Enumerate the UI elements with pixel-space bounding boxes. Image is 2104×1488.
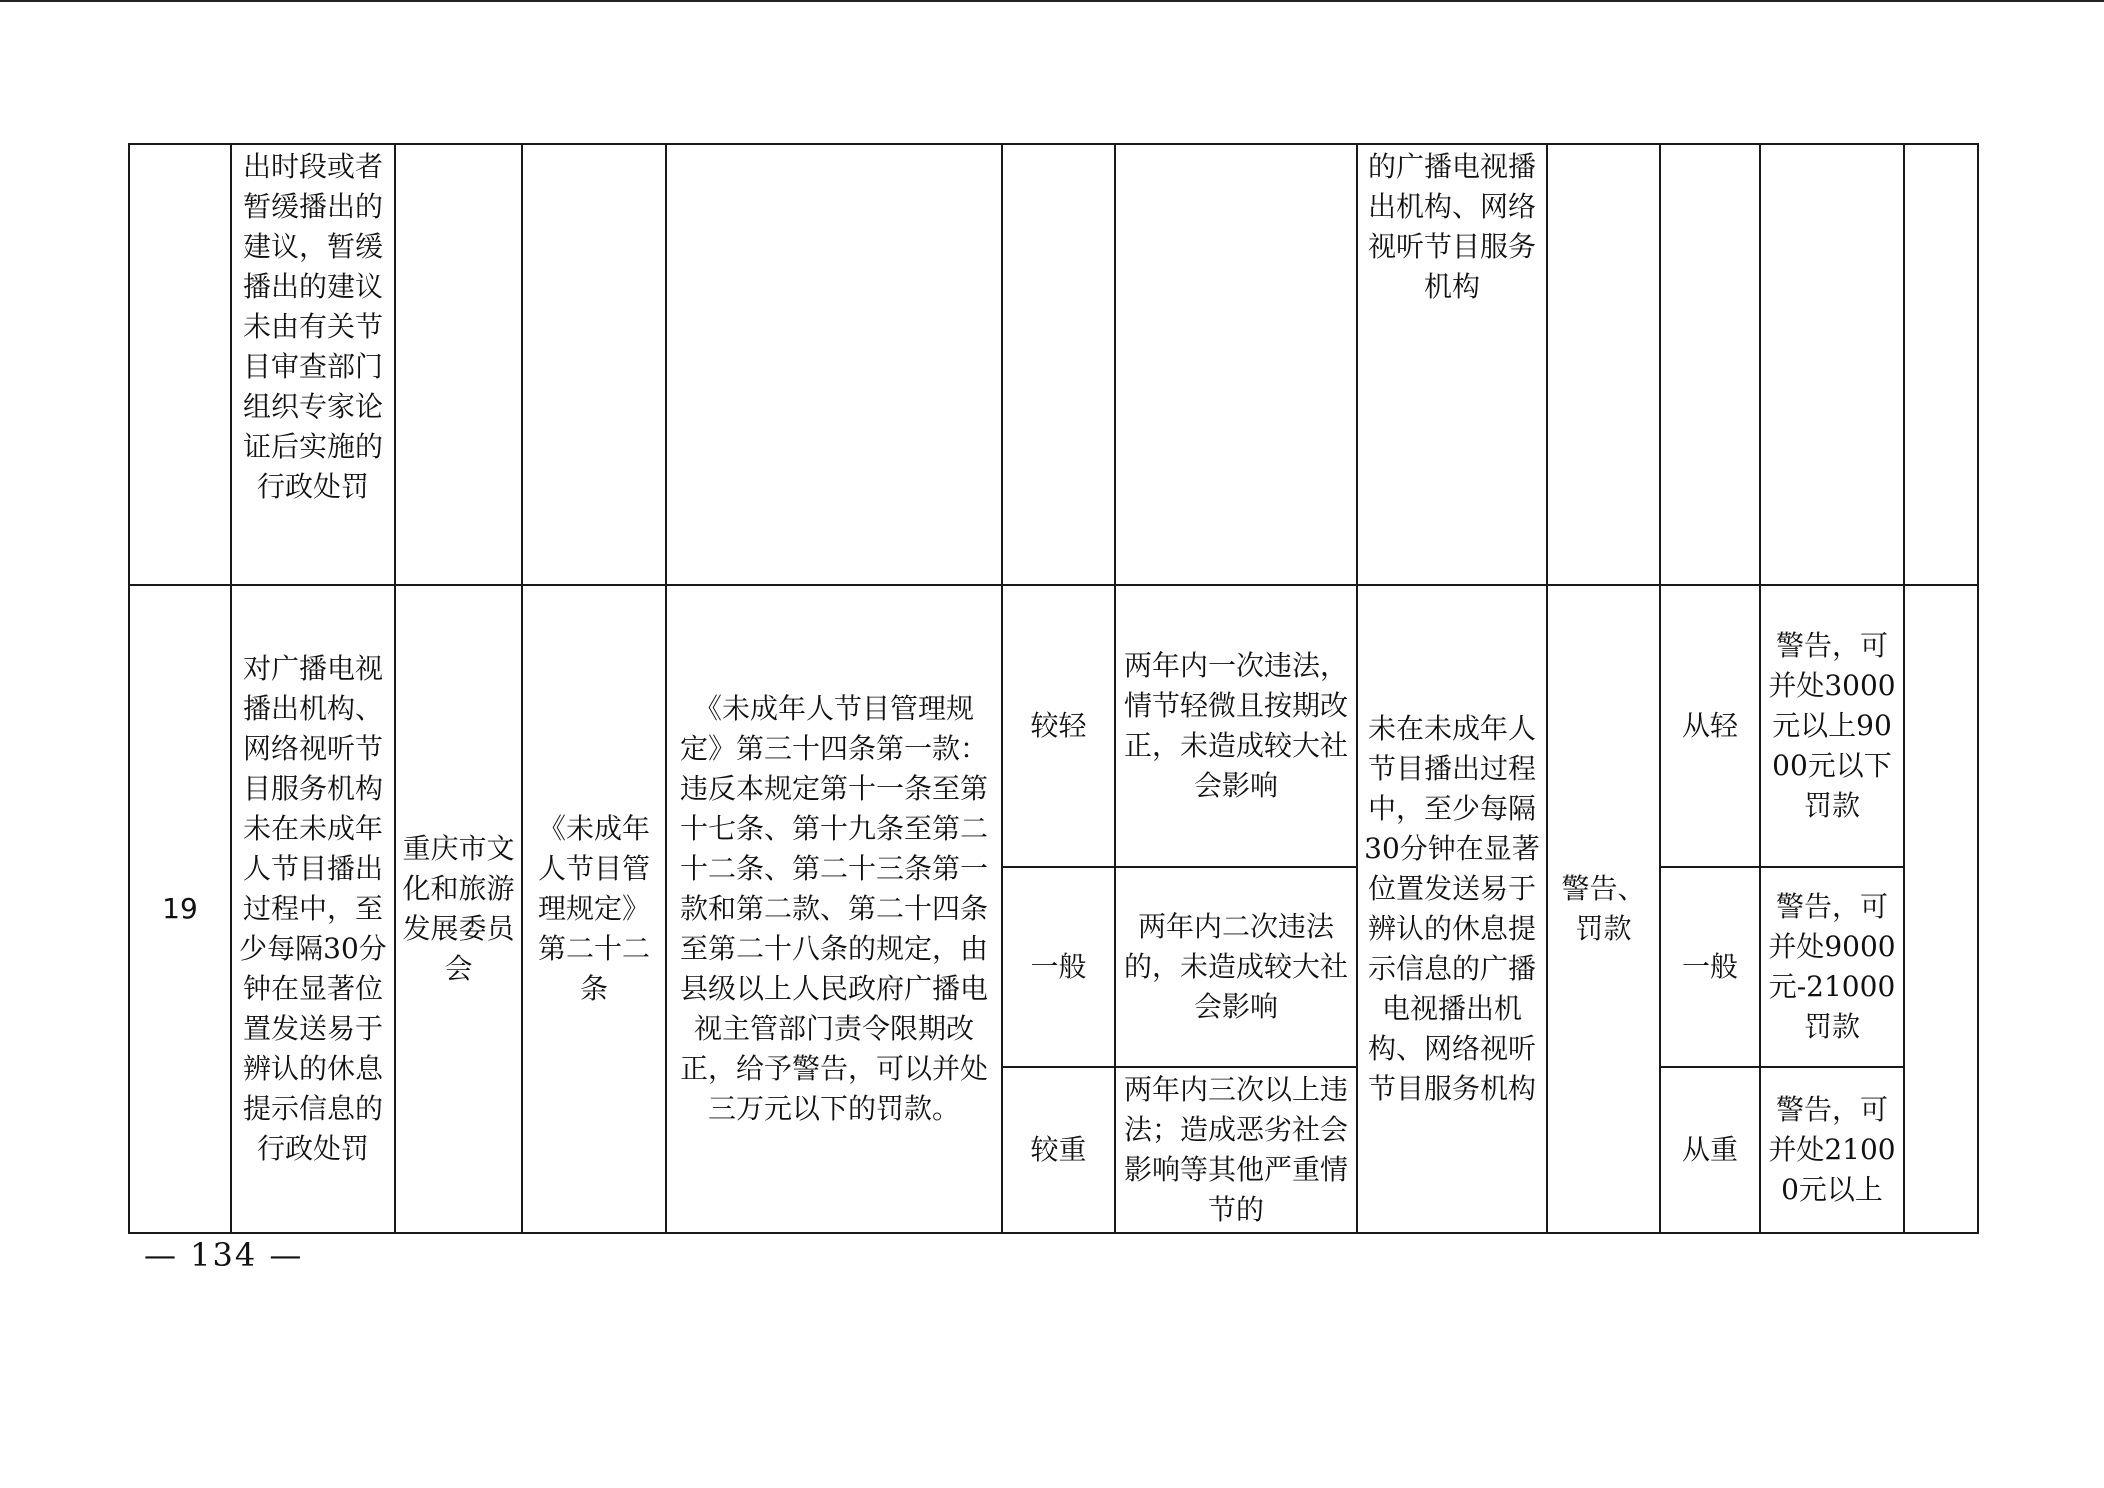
table-row-continued <box>129 144 1978 585</box>
cell-item-name: 对广播电视播出机构、网络视听节目服务机构未在未成年人节目播出过程中，至少每隔30分钟在显著位置发送易于辨认的休息提示信息的行政处罚 <box>231 585 395 1233</box>
top-border-line <box>0 0 2104 2</box>
cell-grade-continued <box>1660 144 1760 585</box>
page-number: — 134 — <box>144 1236 304 1274</box>
cell-department: 重庆市文化和旅游发展委员会 <box>395 585 522 1233</box>
cell-standard-continued <box>1760 144 1904 585</box>
cell-situation-continued <box>1115 144 1357 585</box>
cell-legal-basis: 《未成年人节目管理规定》第二十二条 <box>522 585 666 1233</box>
cell-type-continued <box>1547 144 1660 585</box>
cell-grade: 从轻 <box>1660 585 1760 867</box>
cell-item-continued: 出时段或者暂缓播出的建议，暂缓播出的建议未由有关节目审查部门组织专家论证后实施的行政处罚 <box>231 144 395 585</box>
cell-dept-continued <box>395 144 522 585</box>
cell-standard: 警告，可并处21000元以上 <box>1760 1067 1904 1233</box>
cell-situation: 两年内一次违法，情节轻微且按期改正，未造成较大社会影响 <box>1115 585 1357 867</box>
cell-penalty-type: 警告、罚款 <box>1547 585 1660 1233</box>
cell-clause-continued <box>666 144 1002 585</box>
cell-no-continued <box>129 144 231 585</box>
cell-degree: 较轻 <box>1002 585 1115 867</box>
cell-remark-continued <box>1904 144 1978 585</box>
cell-standard: 警告，可并处3000元以上9000元以下罚款 <box>1760 585 1904 867</box>
cell-situation: 两年内三次以上违法；造成恶劣社会影响等其他严重情节的 <box>1115 1067 1357 1233</box>
cell-degree-continued <box>1002 144 1115 585</box>
cell-basis-continued <box>522 144 666 585</box>
penalty-standard-table <box>128 143 1979 1234</box>
table-row-19-level-1 <box>129 585 1978 867</box>
cell-subject-continued: 的广播电视播出机构、网络视听节目服务机构 <box>1357 144 1547 585</box>
cell-situation: 两年内二次违法的，未造成较大社会影响 <box>1115 867 1357 1067</box>
cell-penalty-clause: 《未成年人节目管理规定》第三十四条第一款：违反本规定第十一条至第十七条、第十九条至第二十二条、第二十三条第一款和第二款、第二十四条至第二十八条的规定，由县级以上人民政府广播电视主管部门责令限期改正，给予警告，可以并处三万元以下的罚款。 <box>666 585 1002 1233</box>
cell-grade: 一般 <box>1660 867 1760 1067</box>
cell-subject: 未在未成年人节目播出过程中，至少每隔30分钟在显著位置发送易于辨认的休息提示信息的广播电视播出机构、网络视听节目服务机构 <box>1357 585 1547 1233</box>
cell-grade: 从重 <box>1660 1067 1760 1233</box>
cell-remark <box>1904 585 1978 1233</box>
cell-degree: 一般 <box>1002 867 1115 1067</box>
cell-row-number: 19 <box>129 585 231 1233</box>
cell-standard: 警告，可并处9000元-21000罚款 <box>1760 867 1904 1067</box>
cell-degree: 较重 <box>1002 1067 1115 1233</box>
